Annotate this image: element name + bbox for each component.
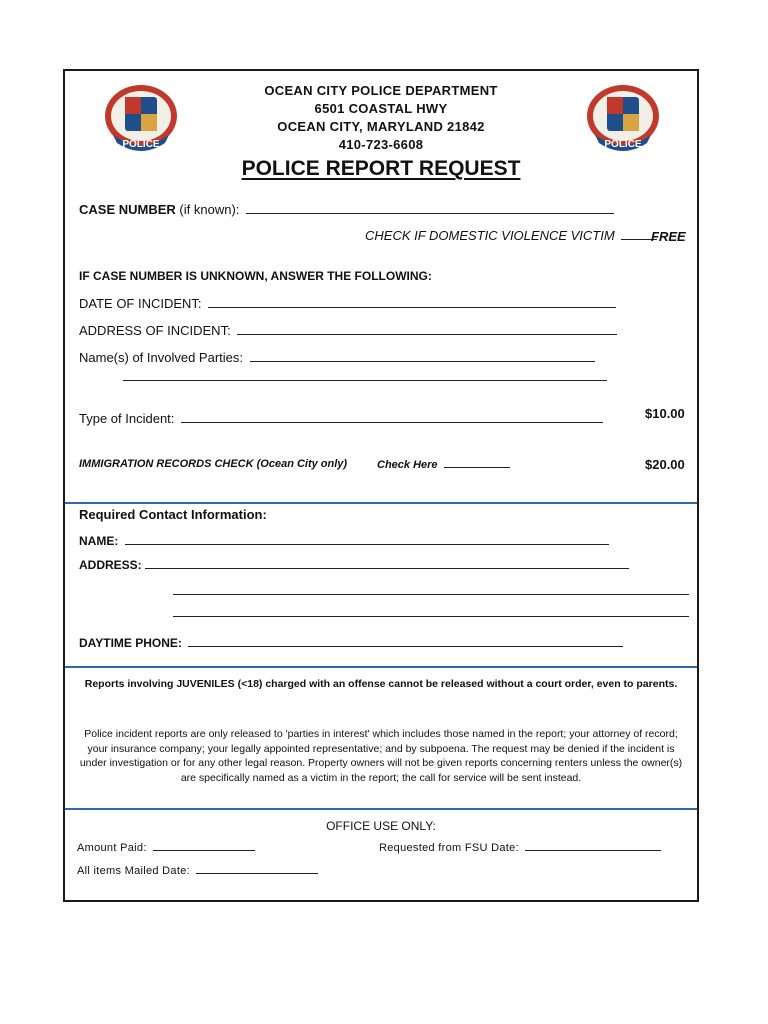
contact-address-field[interactable]	[145, 557, 629, 569]
contact-address-label: ADDRESS:	[79, 558, 142, 572]
case-number-field[interactable]	[246, 202, 614, 214]
date-field[interactable]	[208, 296, 616, 308]
section-separator	[65, 808, 697, 810]
daytime-phone-field[interactable]	[188, 635, 623, 647]
contact-address-field-line3[interactable]	[173, 616, 689, 617]
parties-field-line2[interactable]	[123, 380, 607, 381]
department-phone: 410-723-6608	[338, 137, 424, 152]
dv-check-row	[365, 228, 657, 243]
page-title: POLICE REPORT REQUEST	[241, 157, 521, 180]
requested-date-field[interactable]	[525, 841, 661, 851]
mailed-date-label: All items Mailed Date:	[77, 865, 190, 877]
case-number-hint: (if known):	[179, 202, 240, 217]
parties-row	[79, 350, 595, 365]
contact-name-field[interactable]	[125, 533, 609, 545]
incident-type-label: Type of Incident:	[79, 411, 175, 426]
mailed-date-row	[77, 864, 318, 877]
contact-address-field-line2[interactable]	[173, 594, 689, 595]
department-address-line1: 6501 COASTAL HWY	[314, 101, 448, 116]
amount-paid-label: Amount Paid:	[77, 842, 147, 854]
amount-paid-field[interactable]	[153, 841, 255, 851]
immigration-check-row	[377, 458, 510, 471]
section-separator	[65, 666, 697, 668]
release-policy-notice: Police incident reports are only released to 'parties in interest' which includes those named in the report; your attorney of record; your insurance company; your legally appointed representative; and by subpoena. The request may be denied if the incident is under investigation or for any other legal reason. Property owners will not be given reports concerning renters unless the owner(s) are specifically named as a victim in the report; the call for service will be sent instead.	[79, 728, 683, 784]
section-separator	[65, 502, 697, 504]
incident-address-label: ADDRESS OF INCIDENT:	[79, 323, 231, 338]
incident-type-price: $10.00	[645, 406, 685, 421]
immigration-label: IMMIGRATION RECORDS CHECK (Ocean City only)	[79, 458, 348, 470]
contact-name-row	[79, 533, 609, 548]
amount-paid-row	[77, 841, 255, 854]
department-name: OCEAN CITY POLICE DEPARTMENT	[264, 83, 498, 98]
parties-field[interactable]	[250, 350, 595, 362]
mailed-date-field[interactable]	[196, 864, 318, 874]
parties-label: Name(s) of Involved Parties:	[79, 350, 244, 365]
contact-heading: Required Contact Information:	[79, 507, 267, 522]
immigration-price: $20.00	[645, 457, 685, 472]
report-request-form	[63, 69, 699, 902]
svg-text:POLICE: POLICE	[604, 139, 642, 150]
immigration-check-field[interactable]	[444, 458, 510, 468]
check-here-label: Check Here	[377, 459, 438, 471]
contact-address-row	[79, 557, 629, 572]
case-number-row	[79, 202, 614, 217]
incident-type-row	[79, 411, 603, 426]
juvenile-notice: Reports involving JUVENILES (<18) charged with an offense cannot be released without a court order, even to parents.	[84, 678, 678, 690]
incident-address-row	[79, 323, 617, 338]
office-use-heading: OFFICE USE ONLY:	[326, 819, 436, 833]
department-address-line2: OCEAN CITY, MARYLAND 21842	[277, 119, 485, 134]
dv-check-label: CHECK IF DOMESTIC VIOLENCE VICTIM	[365, 228, 615, 243]
svg-text:POLICE: POLICE	[122, 139, 160, 150]
date-label: DATE OF INCIDENT:	[79, 296, 202, 311]
daytime-phone-row	[79, 635, 623, 650]
requested-date-label: Requested from FSU Date:	[379, 842, 519, 854]
case-number-label: CASE NUMBER	[79, 202, 176, 217]
unknown-case-heading: IF CASE NUMBER IS UNKNOWN, ANSWER THE FOLLOWING:	[79, 269, 432, 283]
daytime-phone-label: DAYTIME PHONE:	[79, 636, 182, 650]
incident-type-field[interactable]	[181, 411, 603, 423]
contact-name-label: NAME:	[79, 534, 119, 548]
dv-price: FREE	[651, 229, 686, 244]
incident-address-field[interactable]	[237, 323, 617, 335]
date-row	[79, 296, 616, 311]
requested-date-row	[379, 841, 661, 854]
